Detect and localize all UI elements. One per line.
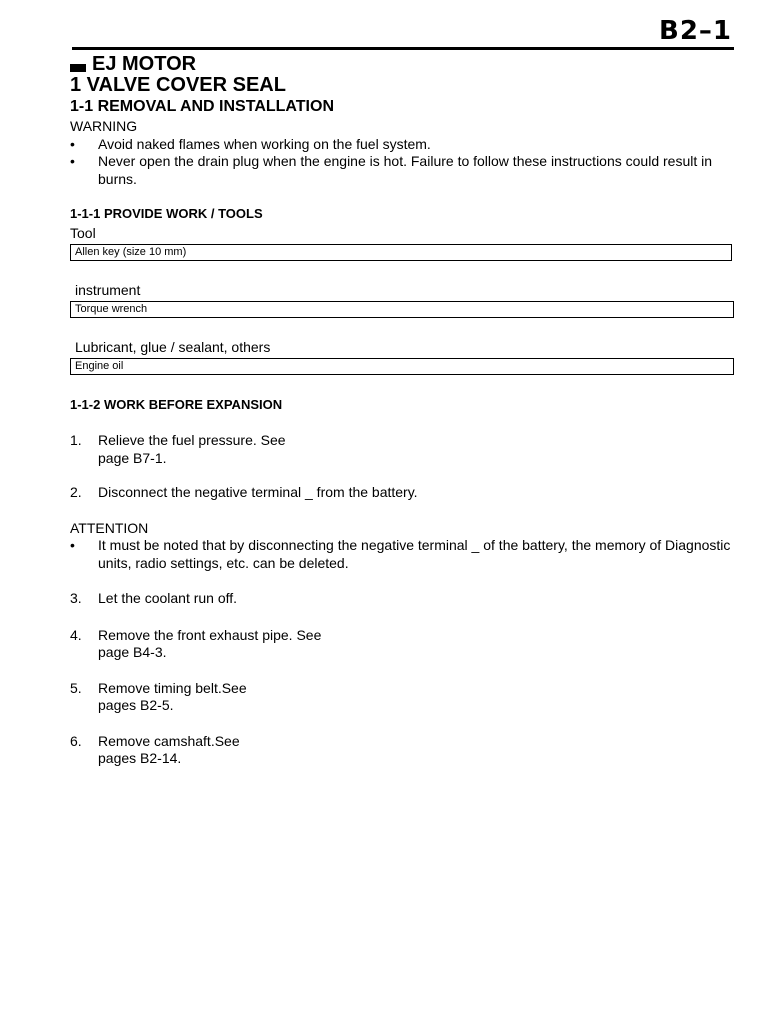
page-title: 1 VALVE COVER SEAL bbox=[70, 74, 286, 96]
attention-text: It must be noted that by disconnecting the negative terminal _ of the battery, the memory of Diagnostic units, radio settings, etc. can be deleted. bbox=[98, 537, 731, 571]
warning-item bbox=[70, 153, 734, 188]
warning-item bbox=[70, 136, 734, 154]
step-number: 5. bbox=[70, 679, 82, 696]
step-number: 3. bbox=[70, 590, 82, 606]
tools-heading: 1-1-1 PROVIDE WORK / TOOLS bbox=[70, 206, 263, 221]
page-number: B2–1 bbox=[659, 16, 732, 46]
header-rule bbox=[72, 47, 734, 50]
step-item bbox=[70, 432, 734, 467]
step-text: Disconnect the negative terminal _ from the battery. bbox=[98, 484, 418, 500]
step-item bbox=[70, 590, 734, 608]
step-number: 4. bbox=[70, 626, 82, 643]
step-number: 2. bbox=[70, 484, 82, 500]
instrument-value-box: Torque wrench bbox=[70, 301, 734, 318]
step-number: 6. bbox=[70, 732, 82, 749]
step-item bbox=[70, 680, 734, 715]
steps-list bbox=[70, 432, 734, 502]
step-text: Relieve the fuel pressure. See page B7-1. bbox=[98, 432, 286, 466]
tool-label: Tool bbox=[70, 225, 96, 241]
tool-value-box: Allen key (size 10 mm) bbox=[70, 244, 732, 261]
step-text: Remove the front exhaust pipe. See page B4-3. bbox=[98, 626, 322, 660]
bullet-icon: • bbox=[70, 153, 75, 169]
bullet-icon: • bbox=[70, 135, 75, 152]
step-item bbox=[70, 627, 734, 662]
warning-list bbox=[70, 136, 734, 189]
lubricant-label: Lubricant, glue / sealant, others bbox=[75, 339, 271, 355]
bullet-icon: • bbox=[70, 537, 75, 553]
lubricant-value-box: Engine oil bbox=[70, 358, 734, 375]
section-label: EJ MOTOR bbox=[92, 53, 197, 75]
step-item bbox=[70, 484, 734, 502]
page-subtitle: 1-1 REMOVAL AND INSTALLATION bbox=[70, 98, 334, 115]
step-text: Remove camshaft.See pages B2-14. bbox=[98, 732, 240, 766]
square-bullet-icon bbox=[70, 64, 86, 72]
attention-label: ATTENTION bbox=[70, 519, 149, 536]
step-text: Remove timing belt.See pages B2-5. bbox=[98, 679, 247, 713]
section-heading bbox=[70, 54, 734, 75]
step-text: Let the coolant run off. bbox=[98, 590, 238, 606]
instrument-label: instrument bbox=[75, 282, 141, 298]
step-item bbox=[70, 733, 734, 768]
attention-item bbox=[70, 537, 734, 572]
work-before-heading: 1-1-2 WORK BEFORE EXPANSION bbox=[70, 397, 283, 412]
step-number: 1. bbox=[70, 432, 82, 448]
warning-text: Avoid naked flames when working on the fuel system. bbox=[98, 135, 431, 152]
document-body bbox=[70, 54, 734, 768]
steps-list-continued bbox=[70, 590, 734, 768]
warning-text: Never open the drain plug when the engine is hot. Failure to follow these instructions could result in burns. bbox=[98, 153, 713, 187]
warning-label: WARNING bbox=[70, 118, 138, 134]
